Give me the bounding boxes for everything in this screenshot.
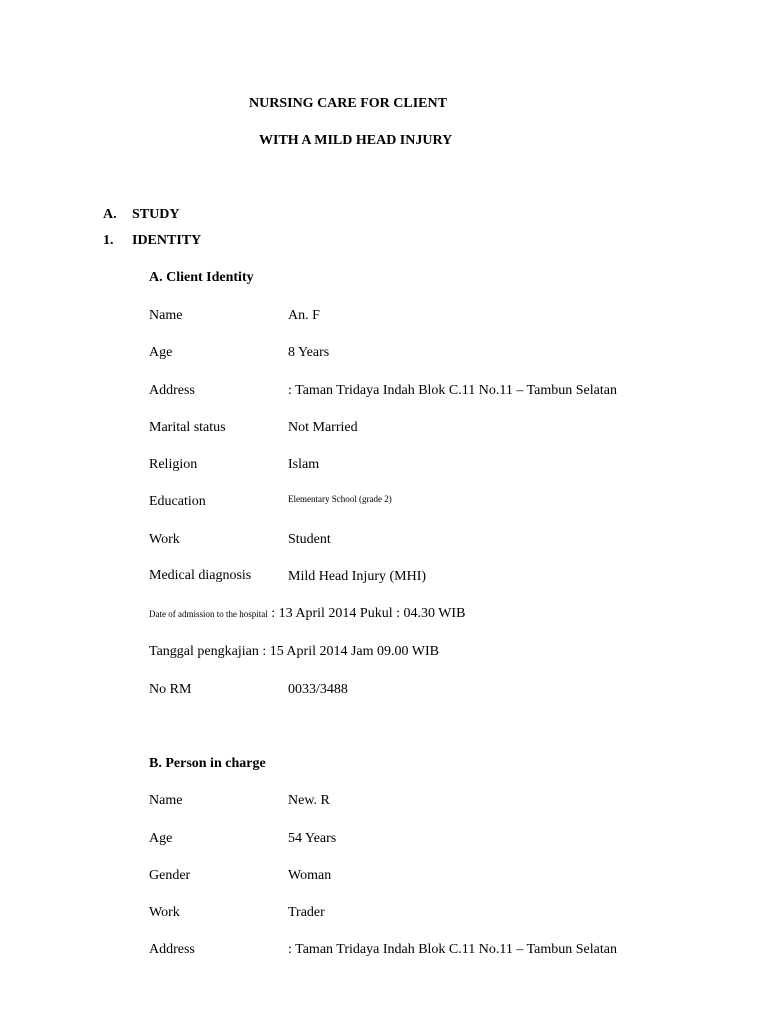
guardian-work-value: Trader bbox=[288, 905, 325, 920]
guardian-name-value: New. R bbox=[288, 793, 330, 808]
client-education-row bbox=[149, 494, 709, 514]
client-address-row bbox=[149, 383, 709, 403]
client-age-value: 8 Years bbox=[288, 345, 330, 360]
client-name-value: An. F bbox=[288, 308, 320, 323]
client-religion-row bbox=[149, 457, 709, 477]
client-admission-label: Date of admission to the hospital bbox=[149, 609, 268, 619]
section-identity-title: IDENTITY bbox=[132, 233, 202, 248]
client-marital-label: Marital status bbox=[149, 420, 226, 435]
person-in-charge-heading: B. Person in charge bbox=[149, 756, 266, 771]
client-diagnosis-row bbox=[149, 568, 709, 588]
client-address-label: Address bbox=[149, 383, 195, 398]
client-age-label: Age bbox=[149, 345, 173, 360]
guardian-age-value: 54 Years bbox=[288, 831, 337, 846]
client-age-row bbox=[149, 345, 709, 365]
client-marital-row bbox=[149, 420, 709, 440]
client-diagnosis-label: Medical diagnosis bbox=[149, 568, 252, 583]
section-identity-number: 1. bbox=[103, 233, 114, 248]
guardian-address-label: Address bbox=[149, 942, 195, 957]
client-work-value: Student bbox=[288, 532, 331, 547]
client-assessment-label: Tanggal pengkajian bbox=[149, 644, 259, 659]
client-work-label: Work bbox=[149, 532, 180, 547]
client-address-value: : Taman Tridaya Indah Blok C.11 No.11 – Tambun Selatan bbox=[288, 383, 617, 398]
document-title-line1: NURSING CARE FOR CLIENT bbox=[249, 96, 447, 111]
client-work-row bbox=[149, 532, 709, 552]
client-religion-label: Religion bbox=[149, 457, 198, 472]
client-education-label: Education bbox=[149, 494, 206, 509]
section-study-title: STUDY bbox=[132, 207, 180, 222]
client-rm-row bbox=[149, 682, 709, 702]
client-assessment-row bbox=[149, 644, 709, 664]
guardian-work-row bbox=[149, 905, 709, 925]
client-name-label: Name bbox=[149, 308, 183, 323]
guardian-name-row bbox=[149, 793, 709, 813]
client-diagnosis-value: Mild Head Injury (MHI) bbox=[288, 569, 427, 584]
guardian-address-row bbox=[149, 942, 709, 962]
client-religion-value: Islam bbox=[288, 457, 320, 472]
client-rm-label: No RM bbox=[149, 682, 192, 697]
guardian-gender-value: Woman bbox=[288, 868, 332, 883]
guardian-age-label: Age bbox=[149, 831, 173, 846]
guardian-age-row bbox=[149, 831, 709, 851]
client-marital-value: Not Married bbox=[288, 420, 358, 435]
client-name-row bbox=[149, 308, 709, 328]
client-rm-value: 0033/3488 bbox=[288, 682, 348, 697]
client-admission-row bbox=[149, 606, 709, 626]
client-assessment-value: : 15 April 2014 Jam 09.00 WIB bbox=[258, 644, 439, 659]
document-title-line2: WITH A MILD HEAD INJURY bbox=[259, 133, 453, 148]
client-education-value: Elementary School (grade 2) bbox=[288, 494, 392, 504]
client-admission-value: : 13 April 2014 Pukul : 04.30 WIB bbox=[267, 606, 466, 621]
guardian-name-label: Name bbox=[149, 793, 183, 808]
guardian-work-label: Work bbox=[149, 905, 180, 920]
client-identity-heading: A. Client Identity bbox=[149, 270, 254, 285]
section-study-number: A. bbox=[103, 207, 117, 222]
guardian-gender-label: Gender bbox=[149, 868, 191, 883]
guardian-gender-row bbox=[149, 868, 709, 888]
guardian-address-value: : Taman Tridaya Indah Blok C.11 No.11 – Tambun Selatan bbox=[288, 942, 617, 957]
